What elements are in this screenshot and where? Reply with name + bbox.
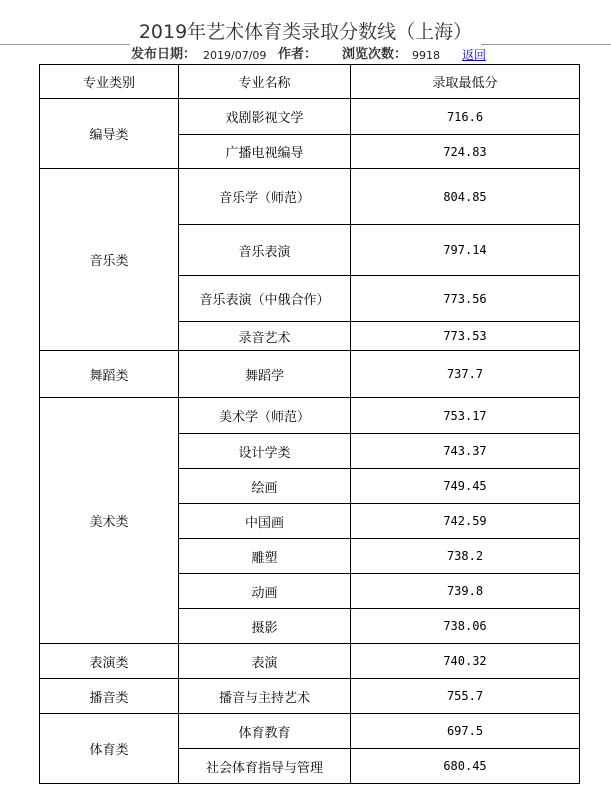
major-cell: 戏剧影视文学: [179, 99, 351, 135]
major-cell: 录音艺术: [179, 322, 351, 351]
major-cell: 绘画: [179, 469, 351, 504]
table-row: [40, 351, 580, 398]
score-cell: 804.85: [351, 169, 580, 225]
score-cell: 742.59: [351, 504, 580, 539]
major-cell: 设计学类: [179, 434, 351, 469]
score-cell: 716.6: [351, 99, 580, 135]
publish-date: 2019/07/09: [203, 49, 267, 62]
major-cell: 美术学（师范）: [179, 398, 351, 434]
header-score: 录取最低分: [351, 65, 580, 99]
view-count: 9918: [412, 49, 440, 62]
score-cell: 755.7: [351, 679, 580, 714]
article-meta: [0, 46, 611, 64]
score-cell: 797.14: [351, 225, 580, 276]
views-label: 浏览次数：: [342, 47, 408, 62]
category-cell: 播音类: [40, 679, 179, 714]
table-row: [40, 679, 580, 714]
major-cell: 雕塑: [179, 539, 351, 574]
divider-right: [481, 44, 611, 45]
score-cell: 738.2: [351, 539, 580, 574]
category-cell: 体育类: [40, 714, 179, 784]
category-cell: 表演类: [40, 644, 179, 679]
major-cell: 舞蹈学: [179, 351, 351, 398]
category-cell: 音乐类: [40, 169, 179, 351]
score-cell: 737.7: [351, 351, 580, 398]
score-table: [39, 64, 580, 784]
score-cell: 680.45: [351, 749, 580, 784]
score-cell: 773.53: [351, 322, 580, 351]
page-title: 2019年艺术体育类录取分数线（上海）: [138, 21, 473, 43]
back-link[interactable]: 返回: [462, 48, 487, 62]
table-header-row: [40, 65, 580, 99]
score-cell: 739.8: [351, 574, 580, 609]
major-cell: 摄影: [179, 609, 351, 644]
major-cell: 社会体育指导与管理: [179, 749, 351, 784]
major-cell: 体育教育: [179, 714, 351, 749]
score-cell: 740.32: [351, 644, 580, 679]
major-cell: 音乐学（师范）: [179, 169, 351, 225]
table-row: [40, 714, 580, 749]
major-cell: 播音与主持艺术: [179, 679, 351, 714]
major-cell: 中国画: [179, 504, 351, 539]
score-cell: 753.17: [351, 398, 580, 434]
table-row: [40, 398, 580, 434]
divider-left: [0, 44, 130, 45]
score-cell: 743.37: [351, 434, 580, 469]
table-row: [40, 169, 580, 225]
score-cell: 738.06: [351, 609, 580, 644]
category-cell: 编导类: [40, 99, 179, 169]
category-cell: 美术类: [40, 398, 179, 644]
header-major: 专业名称: [179, 65, 351, 99]
score-cell: 773.56: [351, 276, 580, 322]
header-category: 专业类别: [40, 65, 179, 99]
table-row: [40, 99, 580, 135]
major-cell: 表演: [179, 644, 351, 679]
score-cell: 697.5: [351, 714, 580, 749]
major-cell: 音乐表演: [179, 225, 351, 276]
table-row: [40, 644, 580, 679]
major-cell: 广播电视编导: [179, 135, 351, 169]
score-cell: 724.83: [351, 135, 580, 169]
author-label: 作者：: [278, 47, 318, 62]
category-cell: 舞蹈类: [40, 351, 179, 398]
major-cell: 动画: [179, 574, 351, 609]
date-label: 发布日期：: [131, 47, 197, 62]
major-cell: 音乐表演（中俄合作）: [179, 276, 351, 322]
score-cell: 749.45: [351, 469, 580, 504]
